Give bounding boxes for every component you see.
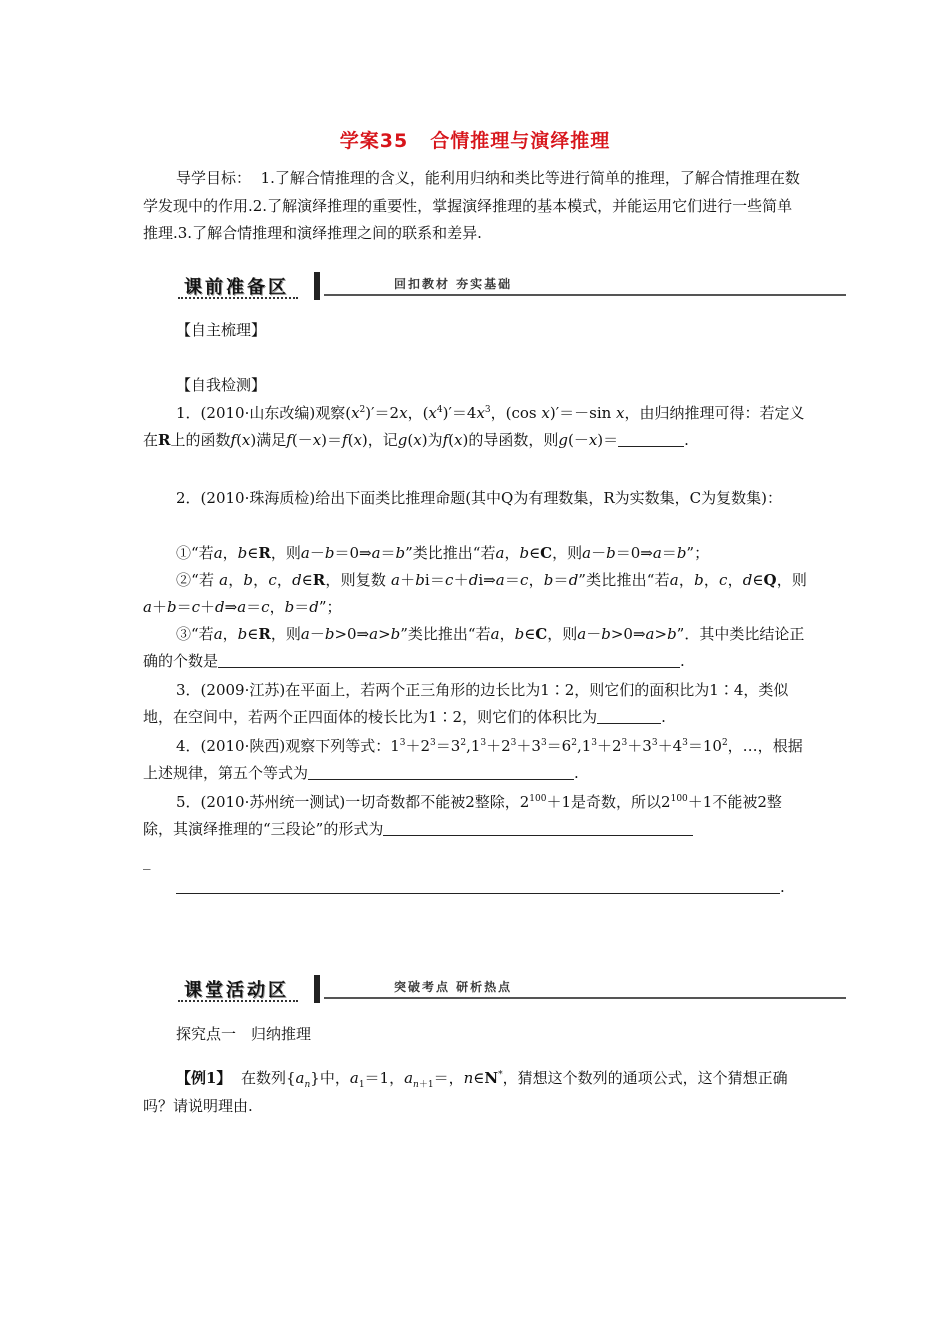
banner-in-class <box>176 975 846 1005</box>
question-2: 2．(2010·珠海质检)给出下面类比推理命题(其中Q为有理数集，R为实数集，C为复数集)： <box>176 489 782 507</box>
banner-subheading-2: 突破考点 研析热点 <box>394 980 513 994</box>
answer-blank-5a[interactable] <box>383 819 693 836</box>
question-4: 4．(2010·陕西)观察下列等式：$1^3+2^3=3^2,1^3+2^3+3^3=6^2,1^3+2^3+3^3+4^3=10^2$，…，根据上述规律，第五个等式为 . <box>143 737 803 782</box>
banner-heading-box-2 <box>176 975 314 999</box>
example-1: 【例1】 在数列$\{a_n\}$中，$a_1=1$，$a_{n+1}=$，n∈N*，猜想这个数列的通项公式，这个猜想正确吗？请说明理由. <box>143 1069 788 1115</box>
banner-pre-class <box>176 272 846 302</box>
banner-subheading: 回扣教材 夯实基础 <box>394 277 513 291</box>
answer-blank-1[interactable] <box>618 430 684 447</box>
question-3: 3．(2009·江苏)在平面上，若两个正三角形的边长比为1∶2，则它们的面积比为1∶4，类似地，在空间中，若两个正四面体的棱长比为1∶2，则它们的体积比为 . <box>143 681 789 726</box>
answer-blank-5b[interactable] <box>176 877 780 894</box>
banner-heading-box <box>176 272 314 296</box>
answer-blank-2[interactable] <box>218 651 680 668</box>
section-self-review: 【自主梳理】 <box>176 321 267 339</box>
question-2-item-1: ①“若a，b∈R，则a－b＝0⇒a＝b”类比推出“若a，b∈C，则a－b＝0⇒a＝b”； <box>176 544 710 562</box>
banner-heading-2: 课堂活动区 <box>184 980 289 1001</box>
title-part1: 学案35 <box>339 130 409 152</box>
answer-blank-4[interactable] <box>308 763 574 780</box>
explore-point-1: 探究点一 归纳推理 <box>176 1025 312 1043</box>
section-self-test: 【自我检测】 <box>176 376 267 394</box>
answer-blank-3[interactable] <box>597 707 661 724</box>
question-2-item-3: ③“若a，b∈R，则a－b>0⇒a>b”类比推出“若a，b∈C，则a－b>0⇒a>b”．其中类比结论正确的个数是 . <box>143 625 805 670</box>
page-title <box>0 126 950 153</box>
learning-goals <box>143 165 807 248</box>
question-2-item-2: ②“若 a，b，c，d∈R，则复数 a＋bi＝c＋di⇒a＝c，b＝d”类比推出“若a，b，c，d∈Q，则a＋b＝c＋d⇒a＝c，b＝d”； <box>143 571 807 616</box>
goals-text: 1.了解合情推理的含义，能利用归纳和类比等进行简单的推理，了解合情推理在数学发现中的作用.2.了解演绎推理的重要性，掌握演绎推理的基本模式，并能运用它们进行一些简单推理.3.了解合情推理和演绎推理之间的联系和差异. <box>143 169 800 242</box>
goals-label: 导学目标： <box>176 169 252 187</box>
question-1: 1．(2010·山东改编)观察$(x^2)'=2x$，$(x^4)'=4x^3$，(cos x)′＝－sin x，由归纳推理可得：若定义在R上的函数f(x)满足f(－x)＝f(x)，记g(x)为f(x)的导函数，则g(－x)＝ . <box>143 404 805 449</box>
question-5: 5．(2010·苏州统一测试)一切奇数都不能被2整除，$2^{100}+1$是奇数，所以$2^{100}+1$不能被2整除，其演绎推理的“三段论”的形式为 <box>143 793 782 838</box>
banner-heading: 课前准备区 <box>184 277 289 298</box>
question-5-dash: _ <box>143 852 151 870</box>
title-part2: 合情推理与演绎推理 <box>430 130 611 152</box>
question-5-line: . <box>176 874 840 900</box>
